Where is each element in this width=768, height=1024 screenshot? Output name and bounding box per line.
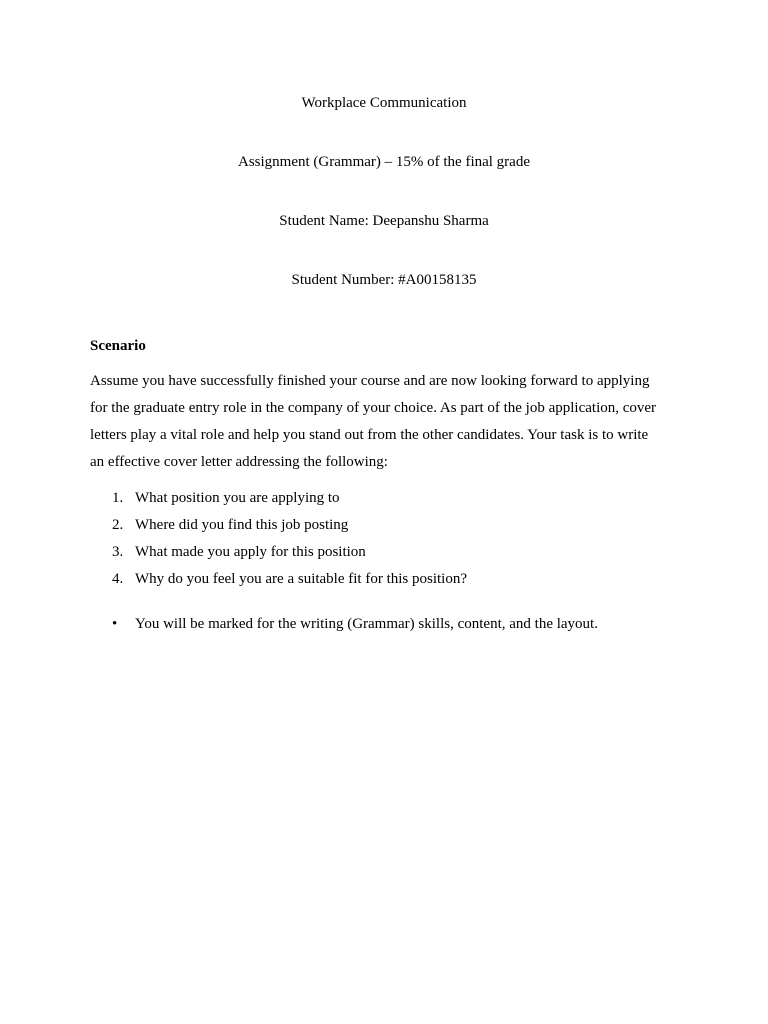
list-item: [90, 512, 467, 539]
bullet-icon: •: [112, 616, 118, 632]
list-number: 2.: [112, 517, 124, 533]
paragraph-line: an effective cover letter addressing the following:: [90, 454, 388, 470]
course-title: Workplace Communication: [301, 95, 467, 111]
scenario-paragraph: [90, 368, 670, 476]
list-item-text: What position you are applying to: [135, 490, 340, 506]
paragraph-line: Assume you have successfully finished your course and are now looking forward to applying: [90, 373, 650, 389]
student-name: Student Name: Deepanshu Sharma: [279, 213, 489, 229]
student-number: Student Number: #A00158135: [291, 272, 477, 288]
assignment-title: Assignment (Grammar) – 15% of the final grade: [238, 154, 530, 170]
list-item-text: What made you apply for this position: [135, 544, 366, 560]
paragraph-line: for the graduate entry role in the company of your choice. As part of the job application, cover: [90, 400, 657, 416]
list-number: 3.: [112, 544, 124, 560]
question-list: [90, 485, 467, 593]
marking-note-text: You will be marked for the writing (Grammar) skills, content, and the layout.: [135, 616, 598, 632]
list-item: [90, 485, 467, 512]
list-number: 4.: [112, 571, 124, 587]
list-number: 1.: [112, 490, 124, 506]
list-item-text: Where did you find this job posting: [135, 517, 349, 533]
list-item: [90, 566, 467, 593]
scenario-heading: Scenario: [90, 338, 146, 354]
list-item: [90, 539, 467, 566]
list-item-text: Why do you feel you are a suitable fit for this position?: [135, 571, 467, 587]
marking-note: [90, 614, 598, 634]
paragraph-line: letters play a vital role and help you stand out from the other candidates. Your task is to write: [90, 427, 649, 443]
